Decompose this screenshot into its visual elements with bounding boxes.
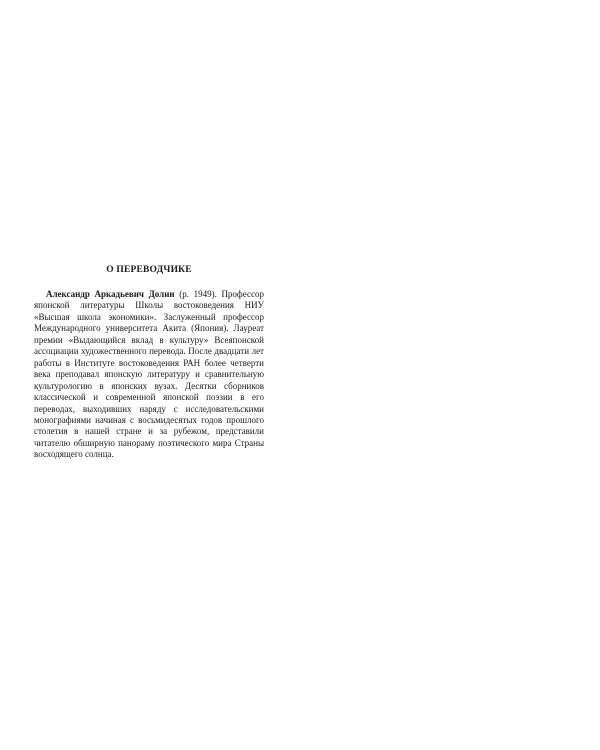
right-page (300, 0, 600, 750)
about-translator-heading: О ПЕРЕВОДЧИКЕ (106, 265, 192, 275)
translator-bio (34, 289, 264, 461)
translator-bio-text: (р. 1949). Профессор японской литературы Школы востоковедения НИУ «Высшая школа экономики». Заслуженный профессор Международного университета Акита (Япония). Лауреат премии «Выдающийся вклад в культуру» Всеяпонской ассоциации художественного перевода. После двадцати лет работы в Институте востоковедения РАН более четверти века преподавал японскую литературу и сравнительную культурологию в японских вузах. Десятки сборников классической и современной японской поэзии в его переводах, выходивших наряду с исследовательскими монографиями начиная с восьмидесятых годов прошлого столетия в нашей стране и за рубежом, представили читателю обширную панораму поэтического мира Страны восходящего солнца. (34, 289, 264, 460)
translator-name: Александр Аркадьевич Долин (46, 289, 175, 299)
